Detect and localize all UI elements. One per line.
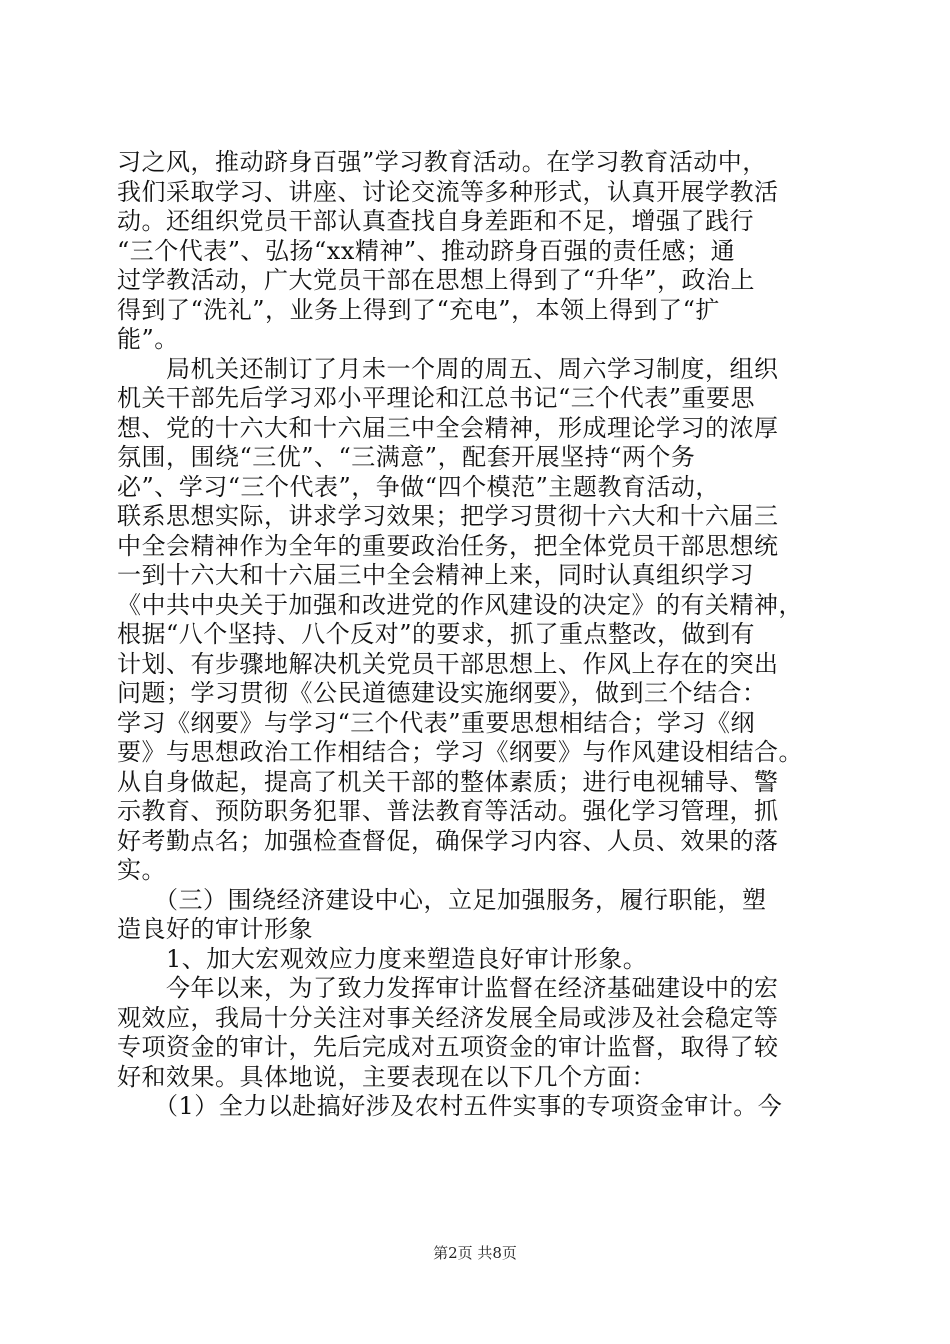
text-line: 一到十六大和十六届三中全会精神上来，同时认真组织学习	[117, 561, 754, 589]
text-line: 1、加大宏观效应力度来塑造良好审计形象。	[117, 944, 648, 973]
text-line: （1）全力以赴搞好涉及农村五件实事的专项资金审计。今	[117, 1092, 783, 1120]
text-line: 好考勤点名；加强检查督促，确保学习内容、人员、效果的落	[117, 826, 779, 855]
text-line: 局机关还制订了月未一个周的周五、周六学习制度，组织	[117, 354, 779, 383]
text-line: 造良好的审计形象	[117, 915, 313, 943]
text-line: 得到了“洗礼”，业务上得到了“充电”，本领上得到了“扩	[117, 295, 720, 324]
text-line: 示教育、预防职务犯罪、普法教育等活动。强化学习管理，抓	[117, 797, 779, 825]
page-footer: 第2页 共8页	[433, 1244, 517, 1262]
text-line: 过学教活动，广大党员干部在思想上得到了“升华”，政治上	[117, 266, 756, 294]
text-line: 计划、有步骤地解决机关党员干部思想上、作风上存在的突出	[117, 649, 779, 678]
text-line: 氛围，围绕“三优”、“三满意”，配套开展坚持“两个务	[117, 443, 696, 471]
text-line: 今年以来，为了致力发挥审计监督在经济基础建设中的宏	[117, 974, 779, 1002]
text-line: 专项资金的审计，先后完成对五项资金的审计监督，取得了较	[117, 1033, 779, 1061]
text-line: 习之风，推动跻身百强”学习教育活动。在学习教育活动中，	[117, 148, 767, 176]
text-line: 学习《纲要》与学习“三个代表”重要思想相结合；学习《纲	[117, 708, 756, 737]
body-text	[117, 148, 837, 1122]
text-line: 能”。	[117, 325, 179, 353]
text-line: （三）围绕经济建设中心，立足加强服务，履行职能，塑	[117, 885, 767, 914]
text-line: 动。还组织党员干部认真查找自身差距和不足，增强了践行	[117, 207, 754, 235]
text-line: 中全会精神作为全年的重要政治任务，把全体党员干部思想统	[117, 531, 779, 560]
text-line: 观效应，我局十分关注对事关经济发展全局或涉及社会稳定等	[117, 1003, 779, 1032]
text-line: 机关干部先后学习邓小平理论和江总书记“三个代表”重要思	[117, 384, 756, 412]
text-line: 实。	[117, 856, 166, 884]
text-line: 我们采取学习、讲座、讨论交流等多种形式，认真开展学教活	[117, 177, 779, 206]
text-line: 要》与思想政治工作相结合；学习《纲要》与作风建设相结合。	[117, 738, 803, 766]
text-line: “三个代表”、弘扬“xx精神”、推动跻身百强的责任感；通	[117, 236, 736, 265]
text-line: 从自身做起，提高了机关干部的整体素质；进行电视辅导、警	[117, 767, 779, 796]
text-line: 根据“八个坚持、八个反对”的要求，抓了重点整改，做到有	[117, 620, 756, 648]
text-line: 《中共中央关于加强和改进党的作风建设的决定》的有关精神，	[117, 590, 803, 619]
text-line: 必”、学习“三个代表”，争做“四个模范”主题教育活动，	[117, 472, 720, 501]
text-line: 问题；学习贯彻《公民道德建设实施纲要》，做到三个结合：	[117, 679, 767, 707]
text-line: 想、党的十六大和十六届三中全会精神，形成理论学习的浓厚	[117, 413, 779, 442]
text-line: 好和效果。具体地说，主要表现在以下几个方面：	[117, 1062, 656, 1091]
text-line: 联系思想实际，讲求学习效果；把学习贯彻十六大和十六届三	[117, 502, 779, 530]
